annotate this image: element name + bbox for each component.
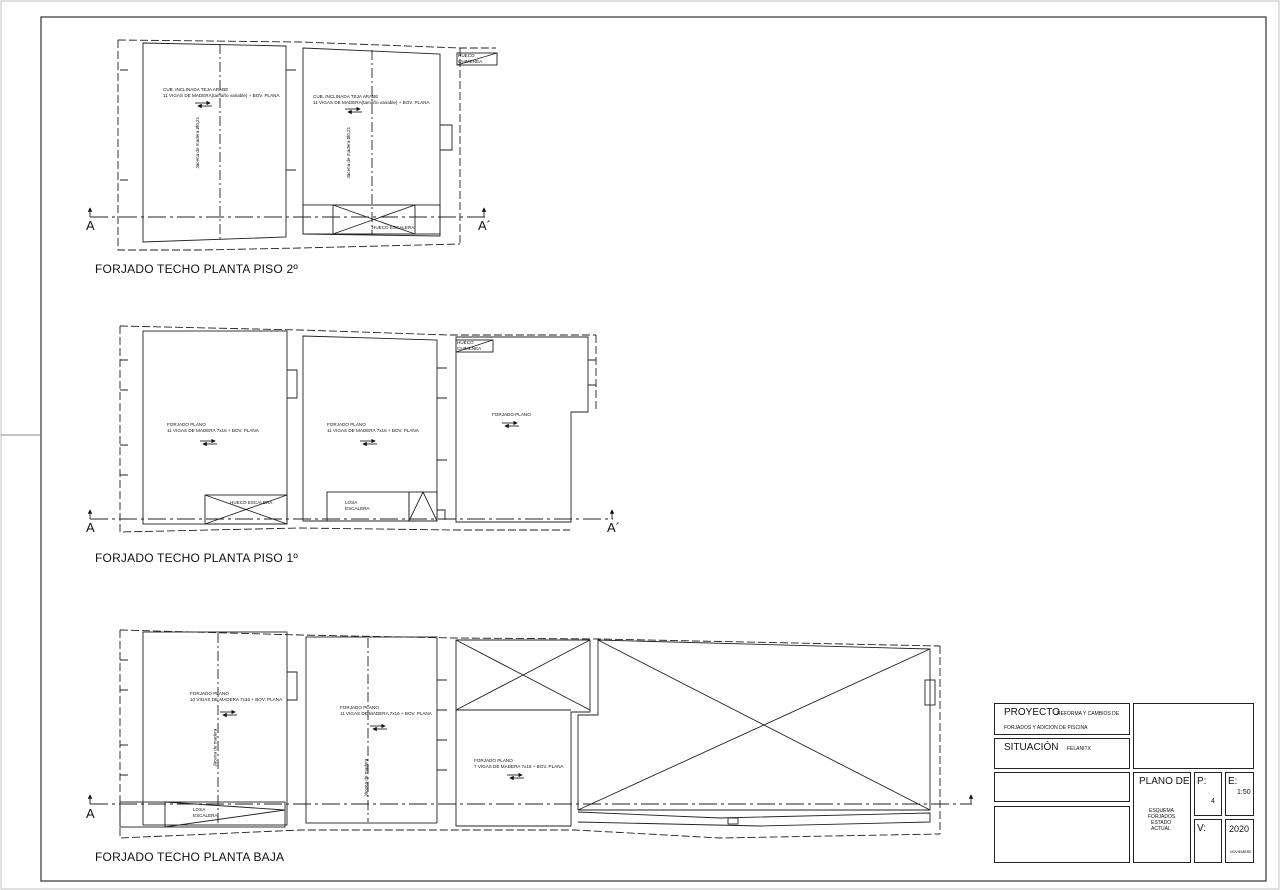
plan-piso-2 [90, 40, 497, 250]
title-block-logo-area [1133, 703, 1254, 769]
room-label: 7 VIGAS DE MADERA 7x16 + BOV. PLANA [474, 764, 564, 769]
room-label: 11 VIGAS DE MADERA(tamaño variable) + BOV. PLANA [163, 93, 280, 98]
section-label-a-left-p1: A [86, 520, 95, 535]
title-block-blank-1 [994, 772, 1130, 802]
situacion-value: FELANITX [1067, 746, 1091, 752]
losa-escalera-label: LOSA ESCALERA [193, 807, 218, 818]
proyecto-value: REFORMA Y CAMBIOS DE [1057, 711, 1120, 717]
plano-label: PLANO DE [1139, 776, 1190, 787]
room-label: 11 VIGAS DE MADERA 7x16 + BOV. PLANA [167, 428, 259, 433]
room-label: FORJADO PLANO [492, 412, 531, 417]
e-label: E: [1228, 776, 1238, 787]
plano-desc: ESTADO [1151, 820, 1172, 826]
title-block-blank-2 [994, 806, 1130, 863]
proyecto-value: FORJADOS Y ADICION DE PISCINA [1004, 725, 1088, 731]
year-value: 2020 [1229, 824, 1250, 834]
jacena-label: Jácena de madera [363, 758, 369, 797]
losa-escalera-label: LOSA ESCALERA [345, 500, 370, 511]
room-label: 11 VIGAS DE MADERA(tamaño variable) + BOV. PLANA [313, 100, 430, 105]
hueco-escalera-label: HUECO ESCALERA [230, 500, 273, 505]
plan-title-p1: FORJADO TECHO PLANTA PISO 1º [95, 551, 298, 565]
plano-desc: FORJADOS [1148, 814, 1176, 820]
section-label-a-left-p2: A [86, 218, 95, 233]
room-label: 11 VIGAS DE MADERA 7x16 + BOV. PLANA [327, 428, 419, 433]
room-label: 10 VIGAS DE MADERA 7x16 + BOV. PLANA [190, 697, 283, 702]
proyecto-label: PROYECTO [1004, 707, 1060, 718]
plano-desc: ACTUAL [1151, 826, 1171, 832]
room-label: FORJADO PLANO [190, 691, 229, 696]
month-value: NOVIEMBRE [1230, 850, 1252, 854]
plano-desc: ESQUEMA [1149, 808, 1175, 814]
hueco-chimenea-label: HUECO CHIMENEA [458, 53, 483, 64]
section-label-a-right-p1: A´ [607, 520, 620, 535]
jacena-label: Jácena de madera [212, 728, 218, 767]
v-label: V: [1197, 823, 1207, 834]
e-value: 1:50 [1237, 789, 1251, 796]
plan-planta-baja [90, 630, 972, 838]
plan-title-pb: FORJADO TECHO PLANTA BAJA [95, 850, 285, 864]
room-label: FORJADO PLANO [327, 422, 366, 427]
room-label: 11 VIGAS DE MADERA 7x16 + BOV. PLANA [340, 711, 432, 716]
room-label: CUB. INCLINADA TEJA ARABE [313, 94, 379, 99]
p-value: 4 [1211, 798, 1215, 805]
p-label: P: [1197, 776, 1207, 787]
room-label: FORJADO PLANO [167, 422, 206, 427]
jacena-label: Jácena de madera Ø0,21 [346, 126, 352, 179]
jacena-label: Jácena de madera Ø0,21 [195, 116, 201, 169]
section-label-a-right-p2: A´ [478, 218, 491, 233]
room-label: FORJADO PLANO [340, 705, 379, 710]
room-label: FORJADO PLANO [474, 758, 513, 763]
section-label-a-left-pb: A [86, 806, 95, 821]
hueco-chimenea-label: HUECO CHIMENEA [457, 340, 482, 351]
hueco-escalera-label: HUECO ESCALERA [372, 225, 415, 230]
situacion-label: SITUACIÓN [1004, 742, 1059, 753]
room-label: CUB. INCLINADA TEJA ARABE [163, 87, 229, 92]
plan-title-p2: FORJADO TECHO PLANTA PISO 2º [95, 262, 298, 276]
